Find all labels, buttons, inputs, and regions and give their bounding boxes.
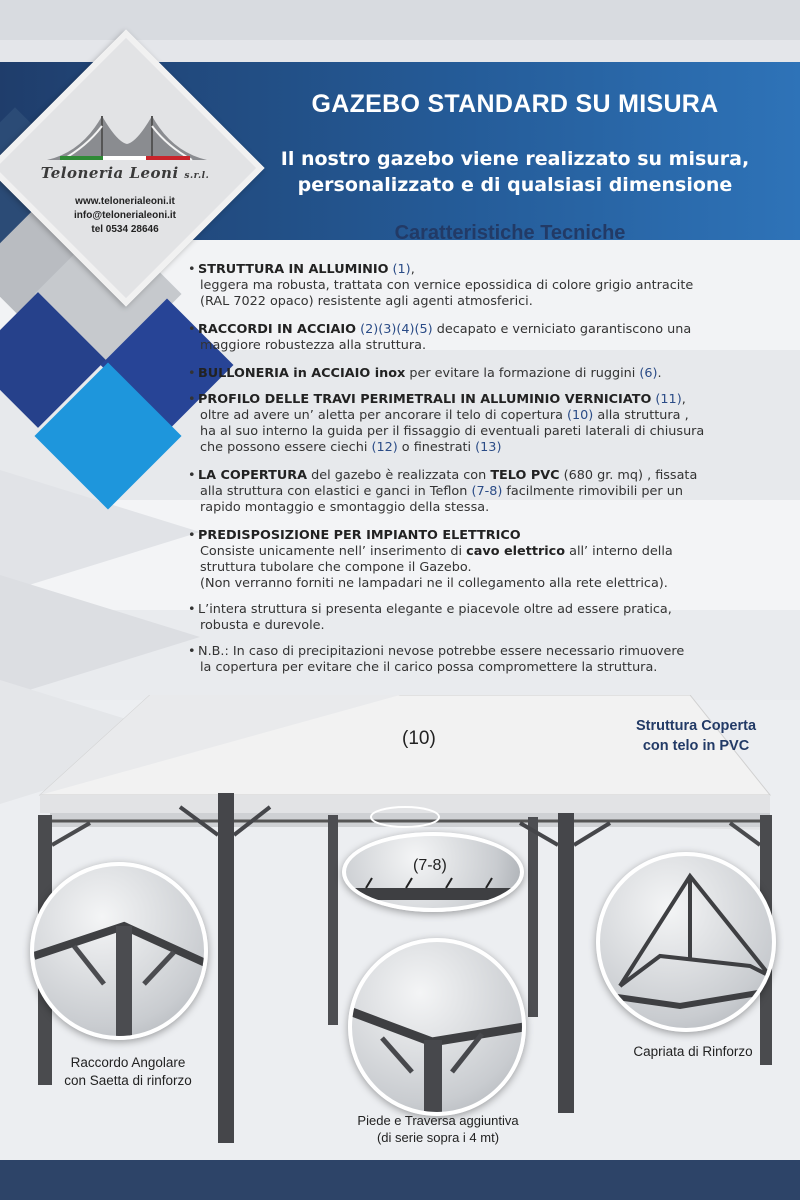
label-truss: Capriata di Rinforzo <box>633 1044 753 1059</box>
label-line: con telo in PVC <box>642 738 750 754</box>
italian-flag-stripe <box>60 156 190 160</box>
feature-item: • N.B.: In caso di precipitazioni nevose potrebbe essere necessario rimuovere la copertura per evitare che il carico possa compromettere la struttura. <box>188 644 685 675</box>
label-line: con Saetta di rinforzo <box>64 1073 192 1088</box>
label-foot-crossbar <box>338 1112 538 1146</box>
feature-item: • PREDISPOSIZIONE PER IMPIANTO ELETTRICO Consiste unicamente nell’ inserimento di cavo elettrico all’ interno della struttura tubolare che compone il Gazebo. (Non verranno forniti ne lampadari ne il collegamento alla rete elettrica). <box>188 528 673 591</box>
phone-number: tel 0534 28646 <box>91 224 159 235</box>
label-line: (di serie sopra i 4 mt) <box>376 1130 500 1145</box>
truss-icon <box>600 856 776 1032</box>
label-roof-ref: (10) <box>402 728 436 749</box>
label-corner-joint <box>48 1054 208 1090</box>
feature-item: • RACCORDI IN ACCIAIO (2)(3)(4)(5) decapato e verniciato garantiscono una maggiore robustezza alla struttura. <box>188 322 692 353</box>
label-line: Struttura Coperta <box>635 718 757 734</box>
feature-item: • LA COPERTURA del gazebo è realizzata con TELO PVC (680 gr. mq) , fissata alla struttura con elastici e ganci in Teflon (7-8) facilmente rimovibili per un rapido montaggio e smontaggio della stessa. <box>188 468 698 515</box>
corner-joint-icon <box>34 866 208 1040</box>
label-line: Piede e Traversa aggiuntiva <box>357 1113 519 1128</box>
feature-item: • BULLONERIA in ACCIAIO inox per evitare la formazione di ruggini (6). <box>188 366 662 381</box>
subtitle-line: Il nostro gazebo viene realizzato su misura, <box>280 148 750 170</box>
label-covered-structure <box>626 716 766 756</box>
detail-photo-corner <box>30 862 208 1040</box>
email-link[interactable]: info@telonerialeoni.it <box>74 210 176 221</box>
page-subtitle <box>240 146 790 198</box>
feature-item: • STRUTTURA IN ALLUMINIO (1), leggera ma robusta, trattata con vernice epossidica di colore grigio antracite (RAL 7022 opaco) resistente agli agenti atmosferici. <box>188 262 694 309</box>
subtitle-line: personalizzato e di qualsiasi dimensione <box>297 174 733 196</box>
feature-item: • PROFILO DELLE TRAVI PERIMETRALI IN ALLUMINIO VERNICIATO (11), oltre ad avere un’ aletta per ancorare il telo di copertura (10) alla struttura , ha al suo interno la guida per il fissaggio di eventuali pareti laterali di chiusura che possono essere ciechi (12) o finestrati (13) <box>188 392 705 455</box>
label-hooks-ref: (7-8) <box>413 857 447 874</box>
foot-crossbar-icon <box>352 942 526 1116</box>
detail-photo-truss <box>596 852 776 1032</box>
footer-band <box>0 1160 800 1200</box>
feature-item: • L’intera struttura si presenta elegante e piacevole oltre ad essere pratica, robusta e durevole. <box>188 602 672 633</box>
detail-photo-foot <box>348 938 526 1116</box>
company-name: Teloneria Leoni s.r.l. <box>40 164 210 182</box>
section-title: Caratteristiche Tecniche <box>394 222 626 244</box>
page-title: GAZEBO STANDARD SU MISURA <box>311 90 719 118</box>
website-link[interactable]: www.telonerialeoni.it <box>75 196 175 207</box>
label-line: Raccordo Angolare <box>70 1055 186 1070</box>
